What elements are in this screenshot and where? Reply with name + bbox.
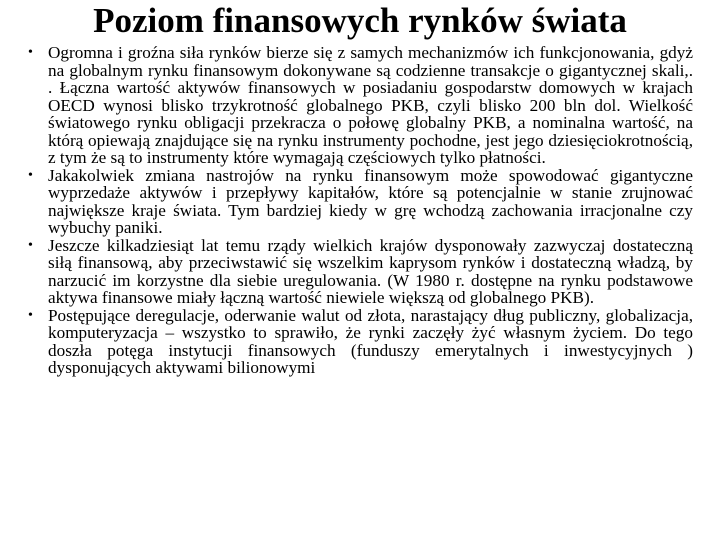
bullet-text: Jeszcze kilkadziesiąt lat temu rządy wielkich krajów dysponowały zazwyczaj dostateczną siłą finansową, aby przeciwstawić się wszelkim kaprysom rynków i dostateczną władzą, by narzucić im korzystne dla siebie uregulowania. (W 1980 r. dostępne na rynku podstawowe aktywa finansowe miały łączną wartość niewiele większą od globalnego PKB). bbox=[48, 235, 693, 307]
bullet-text: Ogromna i groźna siła rynków bierze się z samych mechanizmów ich funkcjonowania, gdyż na globalnym rynku finansowym dokonywane są codzienne transakcje o gigantycznej skali,. . Łączna wartość aktywów finansowych w posiadaniu gospodarstw domowych w krajach OECD wynosi blisko trzykrotność globalnego PKB, czyli blisko 200 bln dol. Wielkość światowego rynku obligacji przekracza o połowę globalny PKB, a nominalna wartość, na którą opiewają znajdujące się na rynku instrumenty pochodne, jest jego dziesięciokrotnością, z tym że są to instrumenty które wymagają częściowych tylko płatności. bbox=[48, 43, 693, 167]
bullet-dot-icon: • bbox=[28, 307, 33, 323]
bullet-item-2 bbox=[28, 167, 693, 237]
slide-title: Poziom finansowych rynków świata bbox=[93, 1, 627, 40]
bullet-item-3 bbox=[28, 237, 693, 307]
bullet-dot-icon: • bbox=[28, 237, 33, 253]
bullet-dot-icon: • bbox=[28, 167, 33, 183]
bullet-item-4 bbox=[28, 307, 693, 377]
bullet-dot-icon: • bbox=[28, 45, 33, 60]
bullet-item-1 bbox=[28, 44, 693, 167]
bullet-list bbox=[28, 44, 693, 377]
bullet-text: Postępujące deregulacje, oderwanie walut od złota, narastający dług publiczny, globalizacja, komputeryzacja – wszystko to sprawiło, że rynki zaczęły żyć własnym życiem. Do tego doszła potęga instytucji finansowych (funduszy emerytalnych i inwestycyjnych ) dysponujących aktywami bilionowymi bbox=[48, 305, 693, 377]
bullet-text: Jakakolwiek zmiana nastrojów na rynku finansowym może spowodować gigantyczne wyprzedaże aktywów i przepływy kapitałów, które są potencjalnie w stanie zrujnować największe kraje świata. Tym bardziej kiedy w grę wchodzą zachowania irracjonalne czy wybuchy paniki. bbox=[48, 165, 693, 237]
